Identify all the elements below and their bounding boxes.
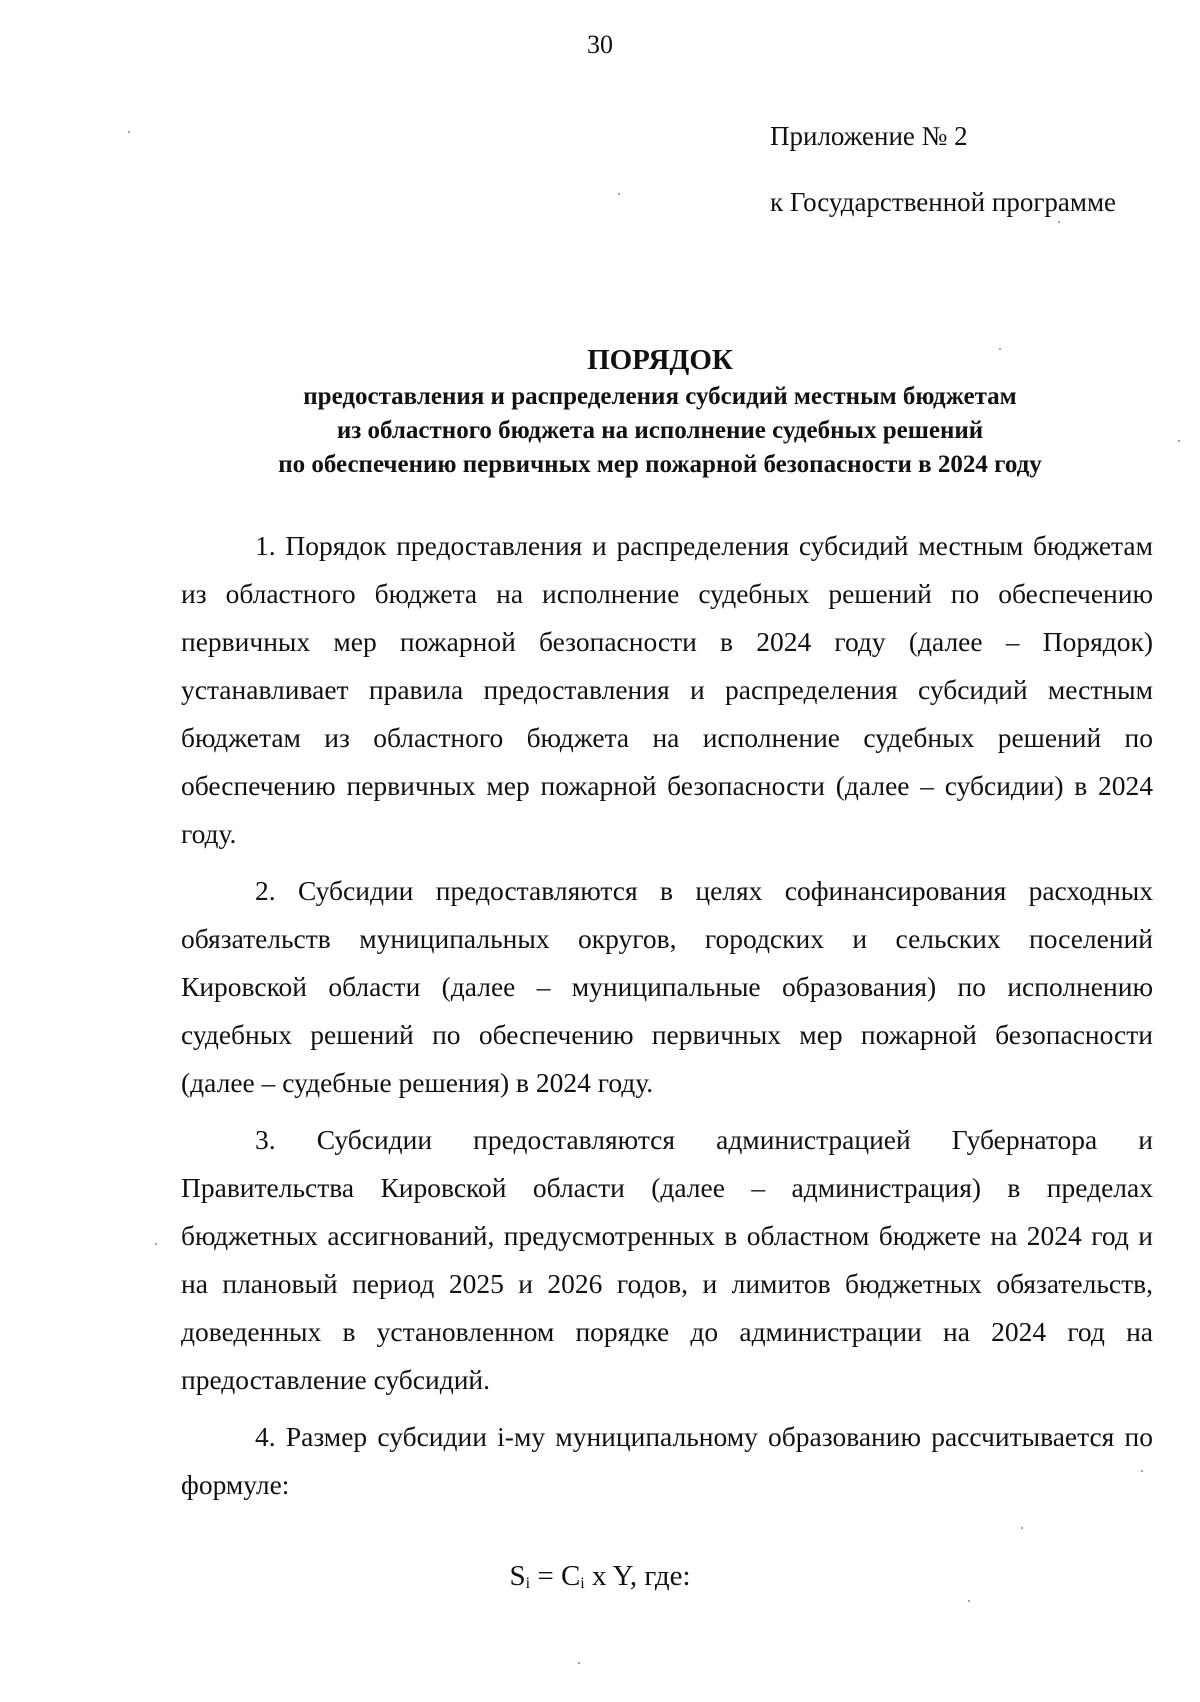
formula-c: C <box>560 1560 581 1592</box>
paragraph-3: 3. Субсидии предоставляются администрацией Губернатора и Правительства Кировской области (далее – администрация) в пределах бюджетных ассигнований, предусмотренных в областном бюджете на 2024 год и на плановый период 2025 и 2026 годов, и лимитов бюджетных обязательств, доведенных в установленном порядке до администрации на 2024 год на предоставление субсидий. <box>181 1124 1153 1395</box>
appendix-program: к Государственной программе <box>770 187 1117 217</box>
scan-speck <box>999 348 1001 350</box>
document-body <box>181 522 1153 1509</box>
scan-speck <box>618 193 620 195</box>
scan-speck <box>1141 1470 1143 1472</box>
title-line-2: из областного бюджета на исполнение судебных решений <box>336 417 984 444</box>
appendix-number: Приложение № 2 <box>770 121 968 151</box>
formula-s: S <box>509 1560 526 1592</box>
scan-speck <box>578 1662 580 1664</box>
document-title <box>200 340 1120 482</box>
title-line-3: по обеспечению первичных мер пожарной безопасности в 2024 году <box>278 451 1042 478</box>
scan-speck <box>1058 221 1060 223</box>
formula-s-subscript: i <box>525 1575 531 1592</box>
paragraph-1: 1. Порядок предоставления и распределения субсидий местным бюджетам из областного бюджета на исполнение судебных решений по обеспечению первичных мер пожарной безопасности в 2024 году (далее – Порядок) устанавливает правила предоставления и распределения субсидий местным бюджетам из областного бюджета на исполнение судебных решений по обеспечению первичных мер пожарной безопасности (далее – субсидии) в 2024 году. <box>181 530 1153 849</box>
scan-speck <box>968 1600 970 1602</box>
title-line-1: предоставления и распределения субсидий местным бюджетам <box>303 383 1017 410</box>
paragraph-2: 2. Субсидии предоставляются в целях софинансирования расходных обязательств муниципальных округов, городских и сельских поселений Кировской области (далее – муниципальные образования) по исполнению судебных решений по обеспечению первичных мер пожарной безопасности (далее – судебные решения) в 2024 году. <box>181 875 1153 1098</box>
paragraph-4: 4. Размер субсидии i-му муниципальному образованию рассчитывается по формуле: <box>181 1421 1153 1500</box>
scan-speck <box>1021 1527 1023 1529</box>
formula-c-subscript: i <box>580 1575 585 1592</box>
page-number: 30 <box>587 30 613 59</box>
formula-rest: x Y, где: <box>584 1560 691 1592</box>
appendix-header <box>770 103 1116 235</box>
title-main: ПОРЯДОК <box>587 344 733 376</box>
scan-speck <box>128 131 130 133</box>
scan-speck <box>1178 440 1180 442</box>
formula-equals: = <box>530 1560 561 1592</box>
formula <box>0 1560 1200 1593</box>
scan-speck <box>155 1243 157 1245</box>
